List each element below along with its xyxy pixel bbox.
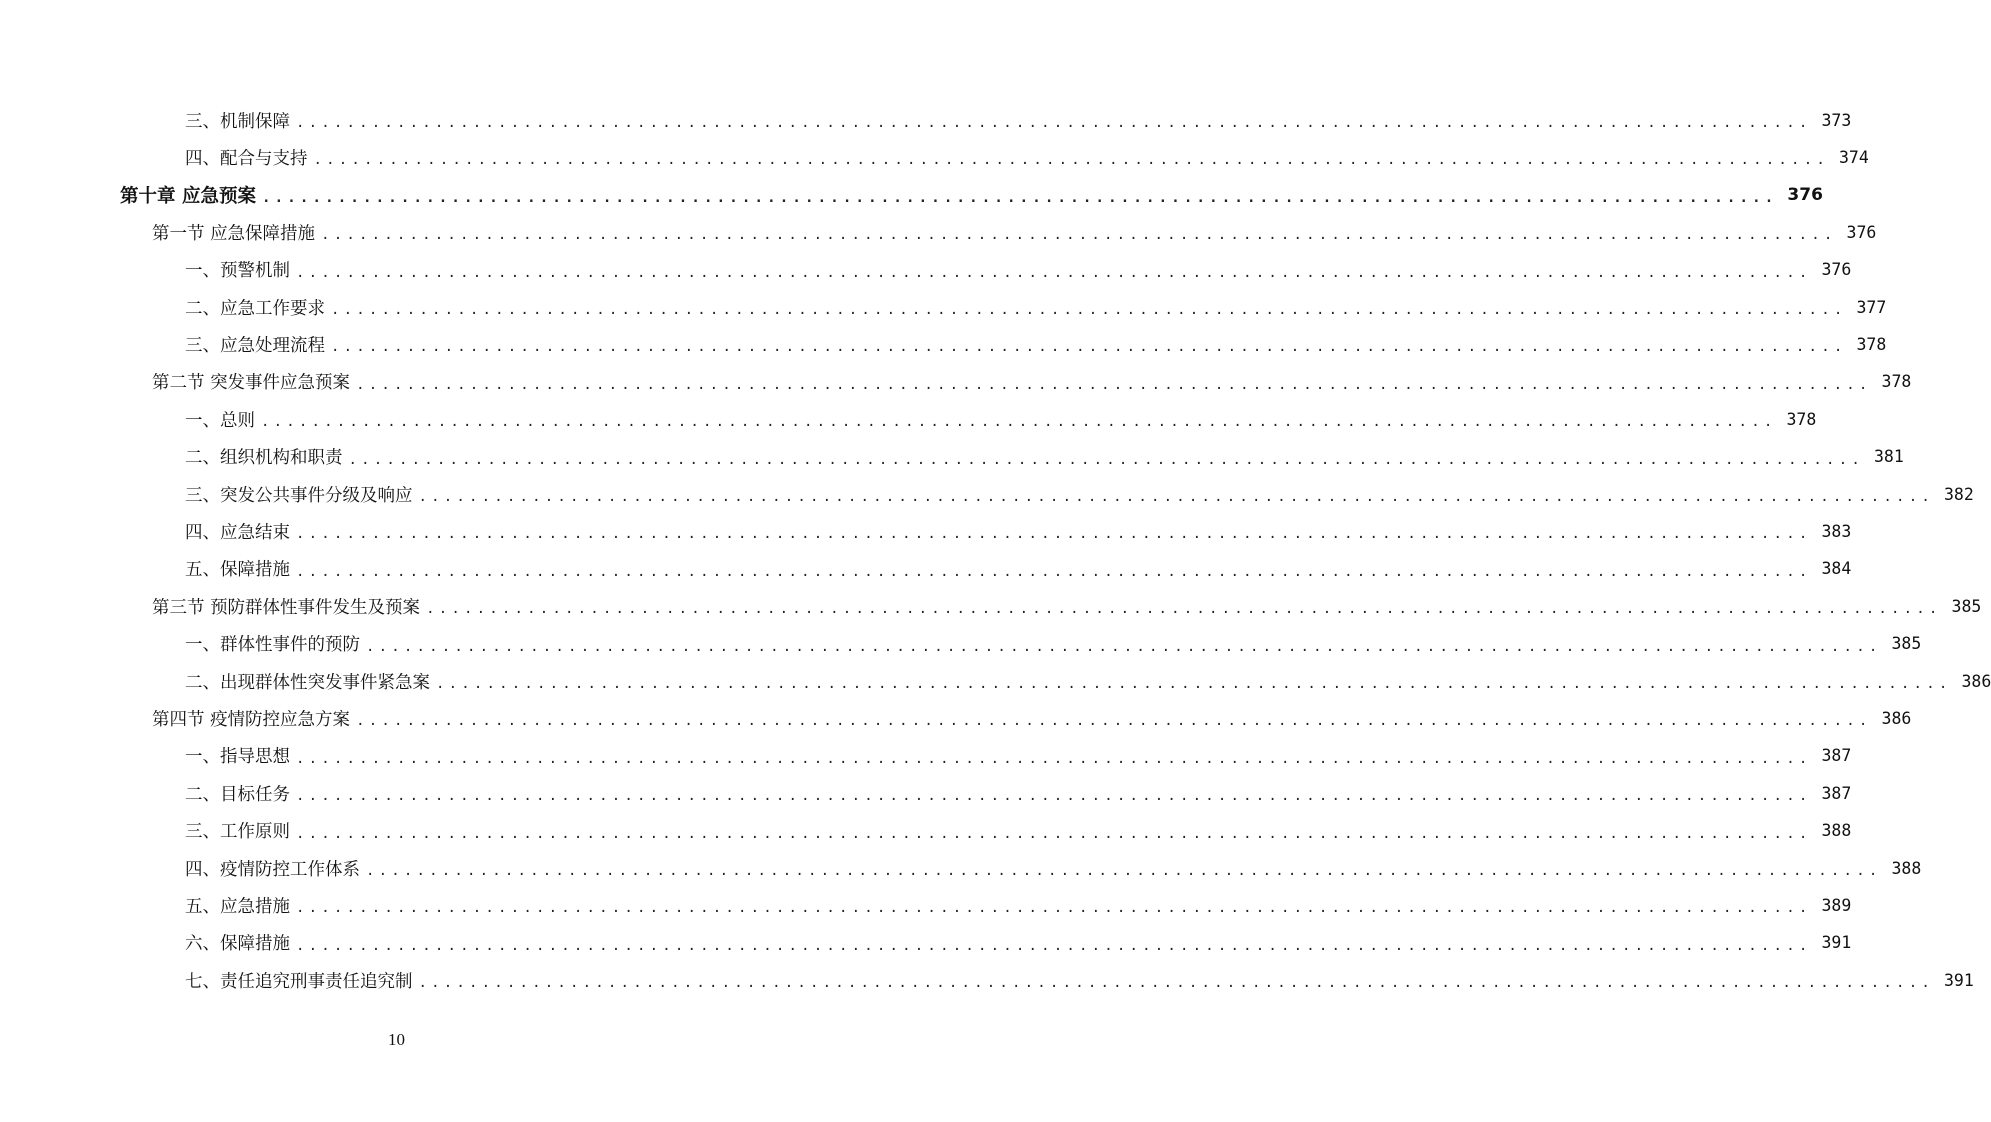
toc-entry-label: 第四节 疫情防控应急方案: [152, 709, 351, 730]
toc-entry-page: 387: [1821, 746, 1852, 766]
dot-leader: ........................................................................................................................: [436, 676, 1952, 692]
toc-entry-label: 三、突发公共事件分级及响应: [185, 485, 413, 506]
toc-entry-label: 六、保障措施: [185, 934, 290, 955]
toc-entry-page: 378: [1856, 334, 1887, 354]
toc-entry-label: 一、预警机制: [185, 261, 290, 282]
dot-leader: ........................................................................................................................: [313, 152, 1829, 169]
toc-entry-label: 三、应急处理流程: [185, 335, 325, 356]
toc-entry-label: 五、保障措施: [185, 560, 290, 581]
toc-entry-label: 一、指导思想: [185, 747, 290, 768]
toc-entry-page: 382: [1943, 484, 1974, 504]
dot-leader: ........................................................................................................................: [296, 788, 1812, 805]
toc-subsection-entry[interactable]: [0, 775, 1852, 812]
toc-section-entry[interactable]: [0, 363, 1912, 400]
toc-entry-page: 384: [1821, 559, 1852, 579]
toc-entry-label: 四、疫情防控工作体系: [185, 859, 360, 880]
toc-entry-page: 383: [1821, 521, 1852, 541]
dot-leader: ........................................................................................................................: [418, 975, 1934, 992]
dot-leader: ........................................................................................................................: [296, 526, 1812, 543]
dot-leader: ........................................................................................................................: [296, 900, 1812, 917]
toc-entry-label: 二、应急工作要求: [185, 298, 325, 319]
dot-leader: ........................................................................................................................: [296, 264, 1812, 281]
toc-section-entry[interactable]: [0, 588, 1982, 625]
toc-subsection-entry[interactable]: [0, 625, 1922, 662]
toc-entry-page: 376: [1821, 260, 1852, 280]
toc-subsection-entry[interactable]: [0, 289, 1887, 326]
toc-subsection-entry[interactable]: [0, 962, 1974, 999]
dot-leader: ........................................................................................................................: [426, 601, 1942, 618]
toc-entry-page: 388: [1821, 821, 1852, 841]
toc-entry-page: 378: [1786, 409, 1817, 429]
dot-leader: ........................................................................................................................: [296, 825, 1812, 842]
dot-leader: ........................................................................................................................: [261, 414, 1777, 431]
toc-entry-page: 391: [1821, 933, 1852, 953]
toc-chapter-entry[interactable]: [0, 176, 1823, 213]
toc-entry-page: 373: [1821, 110, 1852, 130]
dot-leader: ........................................................................................................................: [348, 451, 1864, 468]
toc-entry-page: 391: [1943, 970, 1974, 990]
dot-leader: ........................................................................................................................: [356, 376, 1872, 393]
toc-subsection-entry[interactable]: [0, 102, 1852, 139]
toc-subsection-entry[interactable]: [0, 887, 1852, 924]
toc-entry-label: 四、配合与支持: [185, 148, 308, 169]
toc-entry-label: 二、组织机构和职责: [185, 448, 343, 469]
toc-subsection-entry[interactable]: [0, 401, 1817, 438]
toc-entry-page: 386: [1961, 671, 1991, 691]
toc-subsection-entry[interactable]: [0, 812, 1852, 849]
toc-entry-label: 第十章 应急预案: [120, 185, 256, 207]
toc-subsection-entry[interactable]: [0, 924, 1852, 961]
toc-subsection-entry[interactable]: [0, 139, 1869, 176]
dot-leader: ........................................................................................................................: [321, 227, 1837, 244]
page-number: 10: [388, 1030, 405, 1049]
toc-subsection-entry[interactable]: [0, 326, 1887, 363]
toc-entry-page: 377: [1856, 297, 1887, 317]
dot-leader: ........................................................................................................................: [261, 189, 1778, 206]
toc-subsection-entry[interactable]: [0, 663, 1991, 700]
toc-entry-page: 374: [1838, 147, 1869, 167]
toc-entry-label: 一、总则: [185, 410, 255, 431]
dot-leader: ........................................................................................................................: [296, 750, 1812, 767]
toc-entry-page: 378: [1881, 372, 1912, 392]
dot-leader: ........................................................................................................................: [366, 863, 1882, 879]
toc-entry-page: 385: [1891, 634, 1922, 654]
toc-entry-label: 三、工作原则: [185, 822, 290, 843]
toc-subsection-entry[interactable]: [0, 476, 1974, 513]
toc-entry-label: 二、目标任务: [185, 784, 290, 805]
toc-entry-page: 386: [1881, 708, 1912, 728]
toc-entry-page: 387: [1821, 783, 1852, 803]
dot-leader: ........................................................................................................................: [418, 489, 1934, 505]
toc-entry-page: 385: [1951, 596, 1982, 616]
toc-subsection-entry[interactable]: [0, 850, 1922, 887]
dot-leader: ........................................................................................................................: [296, 937, 1812, 954]
toc-entry-label: 三、机制保障: [185, 111, 290, 132]
toc-entry-page: 381: [1873, 447, 1904, 467]
toc-subsection-entry[interactable]: [0, 513, 1852, 550]
toc-entry-label: 七、责任追究刑事责任追究制: [185, 971, 413, 992]
toc-entry-label: 第二节 突发事件应急预案: [152, 373, 351, 394]
toc-entry-page: 388: [1891, 858, 1922, 878]
toc-section-entry[interactable]: [0, 214, 1877, 251]
toc-entry-label: 第一节 应急保障措施: [152, 223, 316, 244]
toc-entry-page: 389: [1821, 895, 1852, 915]
toc-entry-page: 376: [1846, 222, 1877, 242]
dot-leader: ........................................................................................................................: [356, 713, 1872, 730]
toc-entry-label: 第三节 预防群体性事件发生及预案: [152, 597, 421, 618]
dot-leader: ........................................................................................................................: [366, 638, 1882, 655]
dot-leader: ........................................................................................................................: [296, 563, 1812, 580]
toc-entry-page: 376: [1787, 184, 1823, 205]
dot-leader: ........................................................................................................................: [331, 339, 1847, 356]
dot-leader: ........................................................................................................................: [331, 302, 1847, 318]
toc-subsection-entry[interactable]: [0, 737, 1852, 774]
toc-subsection-entry[interactable]: [0, 251, 1852, 288]
toc-section-entry[interactable]: [0, 700, 1912, 737]
toc-entry-label: 四、应急结束: [185, 522, 290, 543]
toc-subsection-entry[interactable]: [0, 438, 1904, 475]
toc-entry-label: 二、出现群体性突发事件紧急案: [185, 672, 430, 693]
toc-entry-label: 五、应急措施: [185, 896, 290, 917]
toc-subsection-entry[interactable]: [0, 550, 1852, 587]
toc-entry-label: 一、群体性事件的预防: [185, 635, 360, 656]
dot-leader: ........................................................................................................................: [296, 115, 1812, 131]
